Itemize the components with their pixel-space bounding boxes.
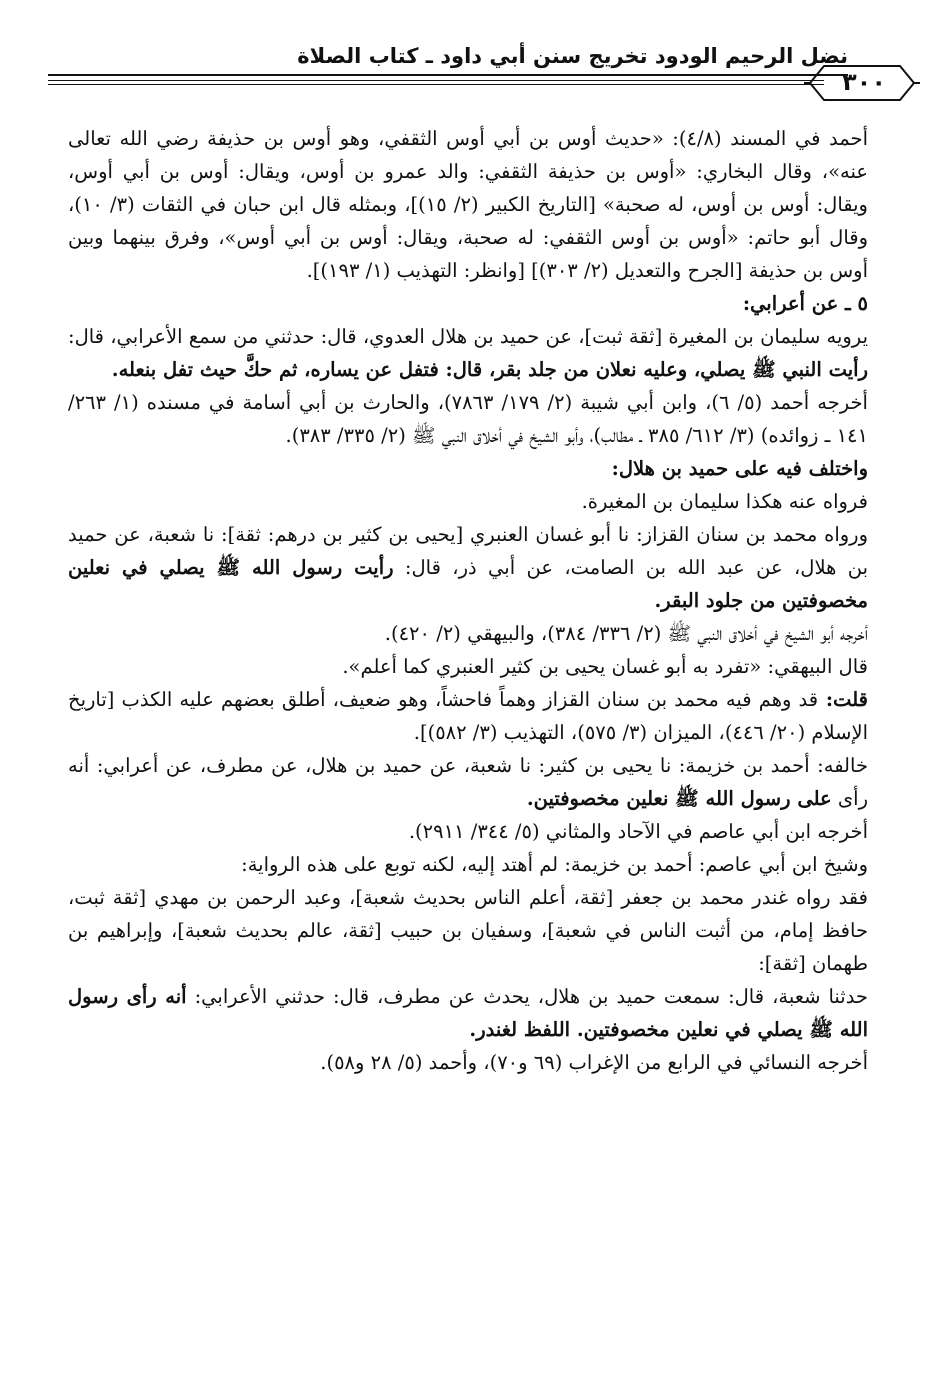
paragraph-segment: فرواه عنه هكذا سليمان بن المغيرة. bbox=[581, 490, 868, 513]
header-rule bbox=[48, 74, 848, 76]
paragraph-p10 bbox=[68, 683, 868, 749]
running-header-title: نضل الرحيم الودود تخريج سنن أبي داود ـ كتاب الصلاة bbox=[297, 44, 848, 68]
paragraph-p3 bbox=[68, 320, 868, 386]
paragraph-p14 bbox=[68, 881, 868, 980]
paragraph-p5 bbox=[68, 452, 868, 485]
paragraph-segment: ٥ ـ عن أعرابي: bbox=[742, 292, 868, 315]
paragraph-segment: أحمد في المسند (٤/٨): «حديث أوس بن أبي أوس الثقفي، وهو أوس بن حذيفة رضي الله تعالى عنه»، وقال البخاري: «أوس بن حذيفة الثقفي: والد عمرو بن أوس، ويقال: أوس بن أبي أوس، ويقال: أوس بن أوس، له صحبة» [التاريخ الكبير (٢/ ١٥)]، وبمثله قال ابن حبان في الثقات (٣/ ١٠)، وقال أبو حاتم: «أوس بن أوس الثقفي: له صحبة، ويقال: أوس بن أبي أوس»، وفرق بينهما وبين أوس بن حذيفة [الجرح والتعديل (٢/ ٣٠٣)] [وانظر: التهذيب (١/ ١٩٣)]. bbox=[68, 127, 868, 282]
paragraph-p9 bbox=[68, 650, 868, 683]
paragraph-p6 bbox=[68, 485, 868, 518]
paragraph-p1 bbox=[68, 122, 868, 287]
paragraph-segment: أنه رأى رسول الله ﷺ يصلي في نعلين مخصوفتين. اللفظ لغندر. bbox=[68, 985, 868, 1041]
paragraph-segment: وشيخ ابن أبي عاصم: أحمد بن خزيمة: لم أهتد إليه، لكنه توبع على هذه الرواية: bbox=[241, 853, 868, 876]
paragraph-p15 bbox=[68, 980, 868, 1046]
paragraph-p4 bbox=[68, 386, 868, 452]
paragraph-segment: رأيت النبي ﷺ يصلي، وعليه نعلان من جلد بقر، قال: فتفل عن يساره، ثم حكَّ حيث تفل بنعله. bbox=[111, 358, 868, 381]
paragraph-segment: أخرجه النسائي في الرابع من الإغراب (٦٩ و٧٠)، وأحمد (٥/ ٢٨ و٥٨). bbox=[320, 1051, 868, 1074]
paragraph-segment: أخرجه أحمد (٥/ ٦)، وابن أبي شيبة (٢/ ١٧٩/ ٧٨٦٣)، والحارث بن أبي أسامة في مسنده (١/ ٢٦٣/ ١٤١ ـ زوائده) (٣/ ٦١٢/ ٣٨٥ ـ مطالب)، وأبو الشيخ في أخلاق النبي ﷺ (٢/ ٣٣٥/ ٣٨٣). bbox=[68, 391, 868, 447]
paragraph-segment: قد وهم فيه محمد بن سنان القزاز وهماً فاحشاً، وهو ضعيف، أطلق بعضهم عليه الكذب [تاريخ الإسلام (٢٠/ ٤٤٦)، الميزان (٣/ ٥٧٥)، التهذيب (٣/ ٥٨٢)]. bbox=[68, 688, 868, 744]
paragraph-segment: أخرجه أبو الشيخ في أخلاق النبي ﷺ (٢/ ٣٣٦/ ٣٨٤)، والبيهقي (٢/ ٤٢٠). bbox=[384, 622, 868, 645]
paragraph-segment: قلت: bbox=[818, 688, 868, 711]
paragraph-segment: حدثنا شعبة، قال: سمعت حميد بن هلال، يحدث عن مطرف، قال: حدثني الأعرابي: bbox=[186, 985, 868, 1008]
paragraph-p13 bbox=[68, 848, 868, 881]
body-text bbox=[68, 122, 868, 1079]
paragraph-segment: يرويه سليمان بن المغيرة [ثقة ثبت]، عن حميد بن هلال العدوي، قال: حدثني من سمع الأعرابي، قال: bbox=[68, 325, 868, 348]
paragraph-segment: قال البيهقي: «تفرد به أبو غسان يحيى بن كثير العنبري كما أعلم». bbox=[342, 655, 868, 678]
paragraph-p11 bbox=[68, 749, 868, 815]
paragraph-segment: واختلف فيه على حميد بن هلال: bbox=[611, 457, 868, 480]
paragraph-p7 bbox=[68, 518, 868, 617]
paragraph-p2 bbox=[68, 287, 868, 320]
paragraph-segment: خالفه: أحمد بن خزيمة: نا يحيى بن كثير: نا شعبة، عن حميد بن هلال، عن مطرف، عن أعرابي: أنه رأى bbox=[68, 754, 868, 810]
page-number: ٣٠٠ bbox=[842, 68, 886, 96]
paragraph-p8 bbox=[68, 617, 868, 650]
header-double-rule-upper bbox=[48, 80, 824, 81]
paragraph-p16 bbox=[68, 1046, 868, 1079]
paragraph-segment: رأيت رسول الله ﷺ يصلي في نعلين مخصوفتين من جلود البقر. bbox=[68, 556, 868, 612]
paragraph-p12 bbox=[68, 815, 868, 848]
paragraph-segment: فقد رواه غندر محمد بن جعفر [ثقة، أعلم الناس بحديث شعبة]، وعبد الرحمن بن مهدي [ثقة ثبت، حافظ إمام، من أثبت الناس في شعبة]، وسفيان بن حبيب [ثقة، عالم بحديث شعبة]، وإبراهيم بن طهمان [ثقة]: bbox=[68, 886, 868, 975]
header-double-rule-lower bbox=[48, 84, 824, 85]
paragraph-segment: على رسول الله ﷺ نعلين مخصوفتين. bbox=[526, 787, 832, 810]
paragraph-segment: أخرجه ابن أبي عاصم في الآحاد والمثاني (٥/ ٣٤٤/ ٢٩١١). bbox=[408, 820, 868, 843]
paragraph-segment: ورواه محمد بن سنان القزاز: نا أبو غسان العنبري [يحيى بن كثير بن درهم: ثقة]: نا شعبة، عن حميد بن هلال، عن عبد الله بن الصامت، عن أبي ذر، قال: bbox=[68, 523, 868, 579]
